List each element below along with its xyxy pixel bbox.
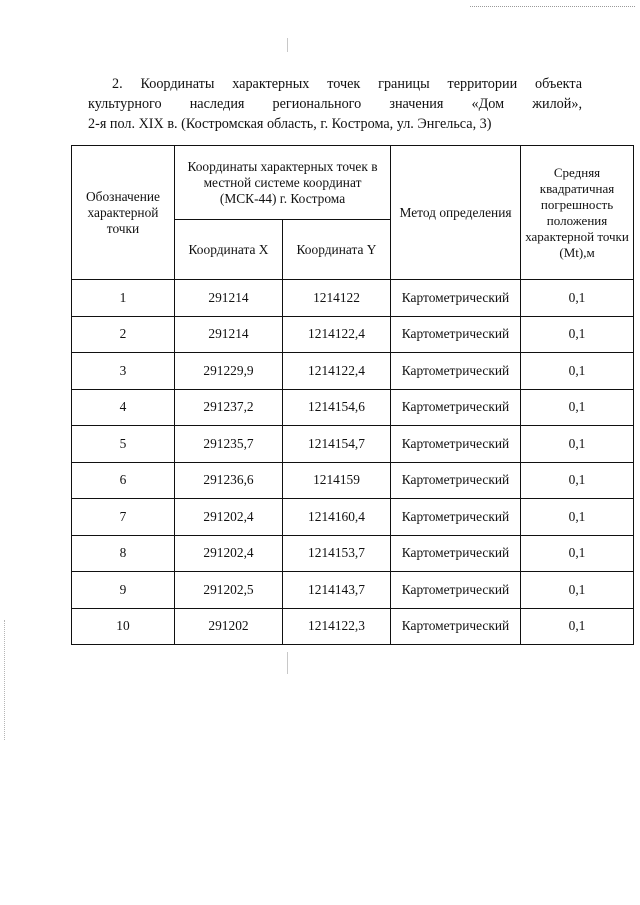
cell-x: 291229,9 [175,353,283,390]
cell-point: 6 [72,462,175,499]
scan-fold-mark [287,38,288,52]
table-row [72,426,634,463]
cell-y: 1214122,4 [283,353,391,390]
cell-method: Картометрический [391,389,521,426]
section-heading [88,74,582,134]
cell-y: 1214122,4 [283,316,391,353]
cell-x: 291202,4 [175,535,283,572]
cell-point: 5 [72,426,175,463]
header-point-designation: Обозначение характерной точки [72,146,175,280]
cell-error: 0,1 [521,426,634,463]
cell-point: 7 [72,499,175,536]
cell-point: 9 [72,572,175,609]
table-row [72,353,634,390]
scan-edge-line [470,6,635,7]
cell-error: 0,1 [521,535,634,572]
header-coordinate-x: Координата X [175,220,283,280]
cell-error: 0,1 [521,608,634,645]
table-row [72,462,634,499]
cell-method: Картометрический [391,535,521,572]
cell-error: 0,1 [521,353,634,390]
cell-method: Картометрический [391,608,521,645]
cell-y: 1214153,7 [283,535,391,572]
cell-point: 10 [72,608,175,645]
cell-point: 1 [72,280,175,317]
cell-method: Картометрический [391,316,521,353]
coordinates-table [71,145,634,645]
cell-point: 8 [72,535,175,572]
header-method: Метод определения [391,146,521,280]
cell-y: 1214122,3 [283,608,391,645]
scan-edge-mark [4,620,5,740]
header-mean-square-error: Средняя квадратичная погрешность положения характерной точки (Mt),м [521,146,634,280]
cell-error: 0,1 [521,462,634,499]
cell-error: 0,1 [521,572,634,609]
cell-error: 0,1 [521,316,634,353]
heading-line-1: 2. Координаты характерных точек границы территории объекта [112,76,582,92]
cell-method: Картометрический [391,499,521,536]
cell-x: 291202 [175,608,283,645]
cell-method: Картометрический [391,280,521,317]
table-row [72,535,634,572]
heading-line-2: культурного наследия регионального значения «Дом жилой», [88,96,582,112]
cell-y: 1214160,4 [283,499,391,536]
cell-point: 3 [72,353,175,390]
cell-x: 291202,5 [175,572,283,609]
cell-error: 0,1 [521,499,634,536]
cell-y: 1214122 [283,280,391,317]
table-row [72,389,634,426]
cell-x: 291236,6 [175,462,283,499]
cell-point: 2 [72,316,175,353]
cell-y: 1214154,7 [283,426,391,463]
cell-method: Картометрический [391,462,521,499]
cell-x: 291235,7 [175,426,283,463]
cell-x: 291202,4 [175,499,283,536]
cell-method: Картометрический [391,353,521,390]
table-row [72,280,634,317]
cell-error: 0,1 [521,389,634,426]
cell-point: 4 [72,389,175,426]
cell-x: 291237,2 [175,389,283,426]
cell-error: 0,1 [521,280,634,317]
header-coordinates-group: Координаты характерных точек в местной системе координат (МСК-44) г. Кострома [175,146,391,220]
header-coordinate-y: Координата Y [283,220,391,280]
table-row [72,316,634,353]
table-body [72,280,634,645]
cell-x: 291214 [175,280,283,317]
cell-x: 291214 [175,316,283,353]
cell-y: 1214143,7 [283,572,391,609]
scan-fold-mark [287,652,288,674]
cell-method: Картометрический [391,426,521,463]
cell-y: 1214159 [283,462,391,499]
cell-y: 1214154,6 [283,389,391,426]
heading-line-3: 2-я пол. XIX в. (Костромская область, г. Кострома, ул. Энгельса, 3) [88,116,492,132]
cell-method: Картометрический [391,572,521,609]
table-row [72,499,634,536]
table-row [72,572,634,609]
table-row [72,608,634,645]
table-header [72,146,634,280]
